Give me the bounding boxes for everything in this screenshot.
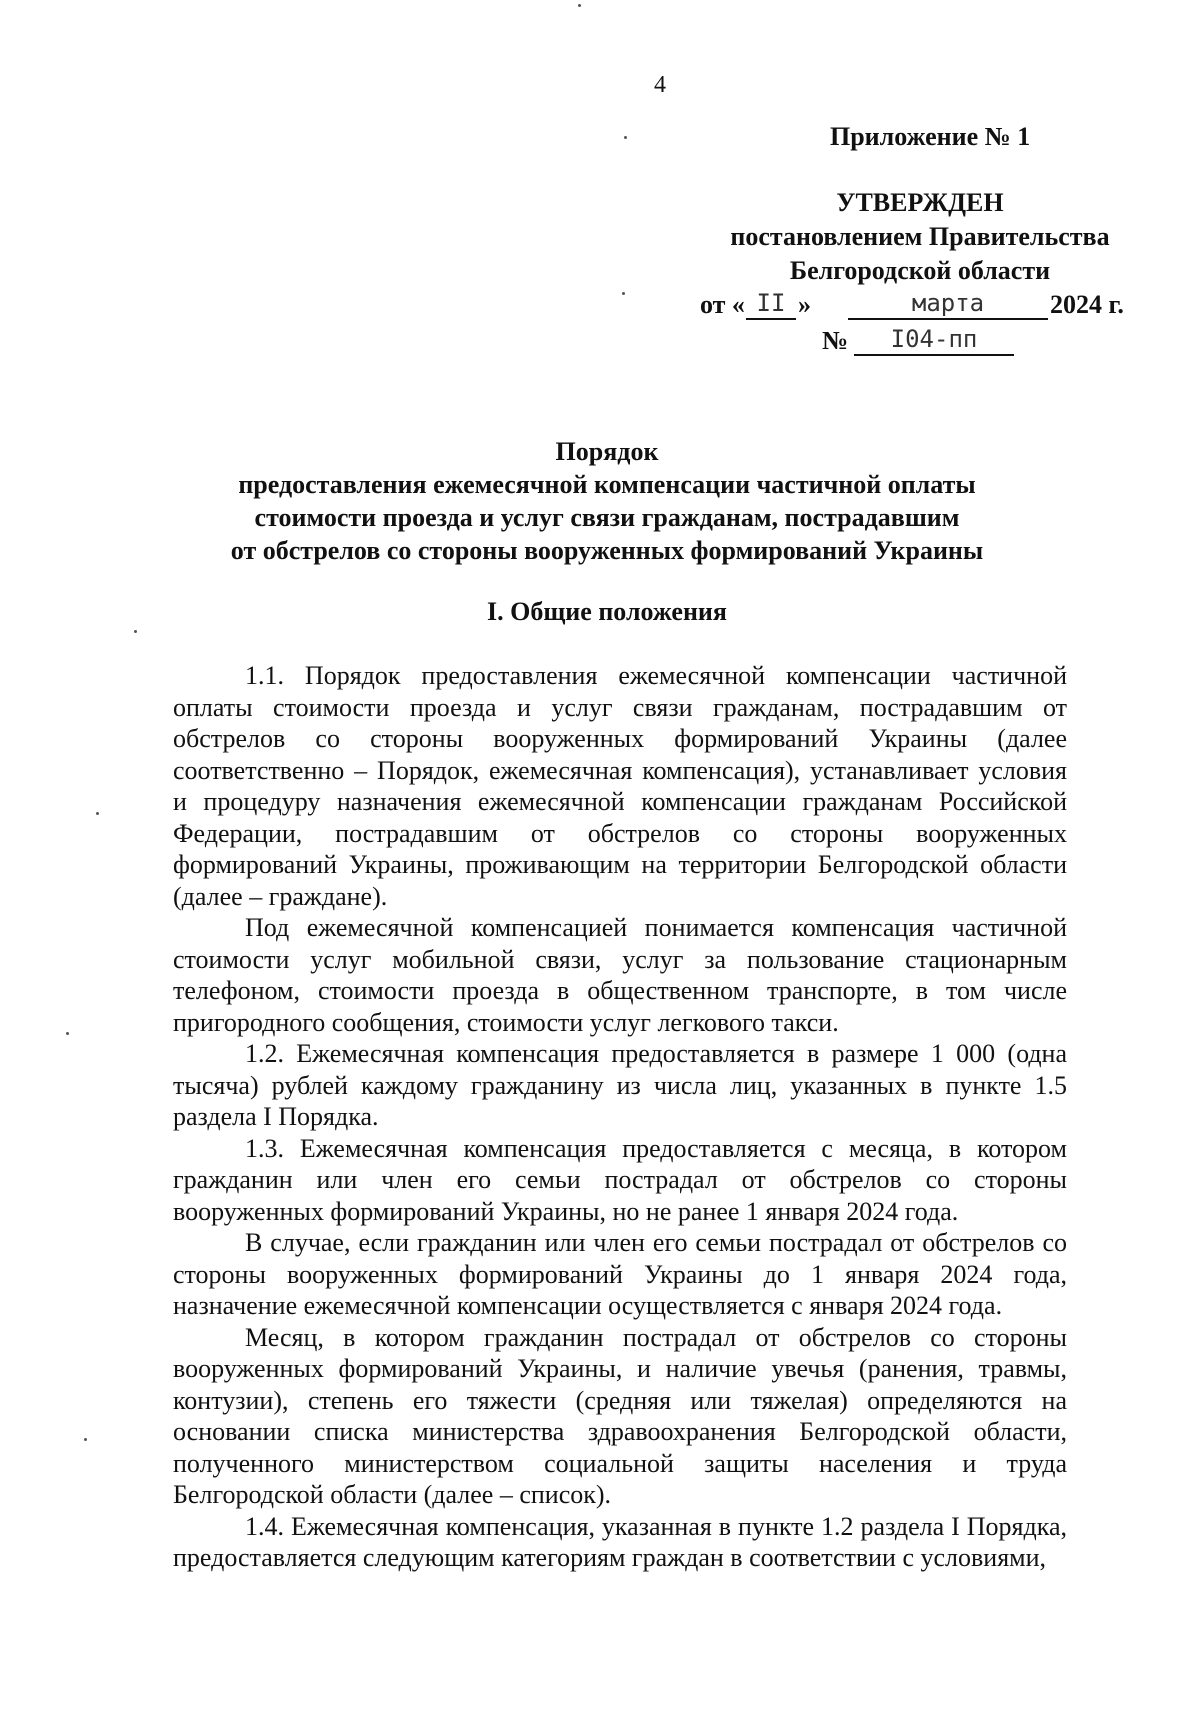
- scan-speck: [66, 1032, 69, 1035]
- document-title: [160, 435, 1054, 567]
- date-day-field: [746, 288, 796, 320]
- date-day: II: [756, 289, 786, 317]
- scan-speck: [134, 630, 137, 633]
- date-month-field: [848, 288, 1048, 320]
- scan-speck: [578, 4, 581, 7]
- approved-label: УТВЕРЖДЕН: [836, 188, 1004, 217]
- paragraph: 1.3. Ежемесячная компенсация предоставляется с месяца, в котором гражданин или член его семьи пострадал от обстрелов со стороны вооруженных формирований Украины, но не ранее 1 января 2024 года.: [173, 1133, 1067, 1226]
- approved-by: постановлением Правительства: [730, 222, 1110, 251]
- number-field: [854, 324, 1014, 356]
- scan-speck: [622, 292, 625, 295]
- annex-label: Приложение № 1: [830, 122, 1031, 151]
- date-year: 2024 г.: [1050, 290, 1124, 319]
- scan-speck: [96, 812, 99, 815]
- date-close: »: [798, 290, 811, 319]
- paragraph: В случае, если гражданин или член его семьи пострадал от обстрелов со стороны вооруженных формирований Украины до 1 января 2024 года, назначение ежемесячной компенсации осуществляется с января 2024 года.: [173, 1228, 1067, 1320]
- paragraph: 1.1. Порядок предоставления ежемесячной компенсации частичной оплаты стоимости проезда и услуг связи гражданам, пострадавшим от обстрелов со стороны вооруженных формирований Украины (далее соответственно – Порядок, ежемесячная компенсация), устанавливает условия и процедуру назначения ежемесячной компенсации гражданам Российской Федерации, пострадавшим от обстрелов со стороны вооруженных формирований Украины, проживающим на территории Белгородской области (далее – граждане).: [173, 661, 1067, 911]
- number-prefix: №: [822, 326, 849, 355]
- scan-speck: [624, 136, 627, 139]
- section-heading: I. Общие положения: [487, 597, 727, 626]
- paragraph: 1.2. Ежемесячная компенсация предоставляется в размере 1 000 (одна тысяча) рублей каждому гражданину из числа лиц, указанных в пункте 1.5 раздела I Порядка.: [173, 1039, 1067, 1131]
- approved-region: Белгородской области: [789, 256, 1051, 285]
- document-body: [173, 660, 1067, 1574]
- title-line-1: Порядок: [555, 437, 659, 466]
- title-line-3: стоимости проезда и услуг связи гражданам, пострадавшим: [254, 503, 960, 532]
- paragraph: Месяц, в котором гражданин пострадал от обстрелов со стороны вооруженных формирований Украины, и наличие увечья (ранения, травмы, контузии), степень его тяжести (средняя или тяжелая) определяются на основании списка министерства здравоохранения Белгородской области, полученного министерством социальной защиты населения и труда Белгородской области (далее – список).: [173, 1322, 1067, 1509]
- title-line-4: от обстрелов со стороны вооруженных формирований Украины: [230, 536, 984, 565]
- title-line-2: предоставления ежемесячной компенсации частичной оплаты: [238, 470, 976, 499]
- scan-speck: [84, 1438, 87, 1441]
- paragraph: Под ежемесячной компенсацией понимается компенсация частичной стоимости услуг мобильной связи, услуг за пользование стационарным телефоном, стоимости проезда в общественном транспорте, в том числе пригородного сообщения, стоимости услуг легкового такси.: [173, 913, 1067, 1037]
- paragraph: 1.4. Ежемесячная компенсация, указанная в пункте 1.2 раздела I Порядка, предоставляется следующим категориям граждан в соответствии с условиями,: [173, 1511, 1067, 1572]
- page-number: 4: [654, 72, 666, 98]
- document-number: I04-пп: [890, 325, 978, 353]
- date-prefix: от «: [700, 290, 745, 319]
- date-month: марта: [911, 289, 985, 317]
